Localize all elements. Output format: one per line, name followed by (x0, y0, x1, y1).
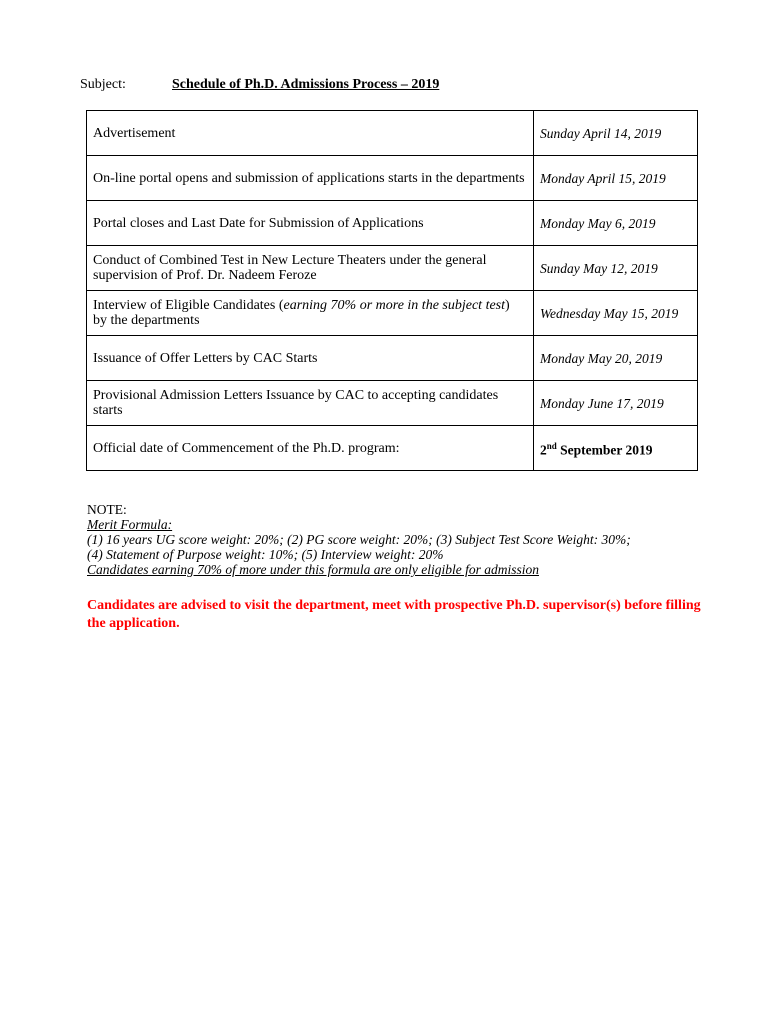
subject-label: Subject: (80, 77, 126, 92)
document-title: Schedule of Ph.D. Admissions Process – 2019 (172, 77, 440, 92)
event-text: Interview of Eligible Candidates ( (93, 298, 284, 313)
date-cell: Monday May 6, 2019 (534, 201, 698, 246)
event-cell: Official date of Commencement of the Ph.D. program: (87, 426, 534, 471)
date-cell: Sunday April 14, 2019 (534, 111, 698, 156)
schedule-table (86, 110, 698, 471)
event-cell: Conduct of Combined Test in New Lecture Theaters under the general supervision of Prof. Dr. Nadeem Feroze (87, 246, 534, 291)
table-row (87, 201, 698, 246)
date-day: 2 (540, 442, 547, 458)
date-cell (534, 426, 698, 471)
table-row (87, 291, 698, 336)
note-heading: NOTE: (87, 502, 127, 517)
date-ordinal-suffix: nd (546, 440, 557, 451)
table-row (87, 111, 698, 156)
event-qualifier: earning 70% or more in the subject test (283, 298, 506, 313)
table-row (87, 381, 698, 426)
date-cell: Wednesday May 15, 2019 (534, 291, 698, 336)
date-cell: Monday April 15, 2019 (534, 156, 698, 201)
date-cell: Sunday May 12, 2019 (534, 246, 698, 291)
event-cell: On-line portal opens and submission of applications starts in the departments (87, 156, 534, 201)
note-section (87, 502, 631, 577)
eligibility-note: Candidates earning 70% of more under this formula are only eligible for admission (87, 562, 539, 577)
event-cell: Portal closes and Last Date for Submission of Applications (87, 201, 534, 246)
merit-formula-label: Merit Formula: (87, 517, 173, 532)
event-cell (87, 291, 534, 336)
formula-line: (4) Statement of Purpose weight: 10%; (5) Interview weight: 20% (87, 547, 444, 562)
table-row (87, 426, 698, 471)
date-cell: Monday June 17, 2019 (534, 381, 698, 426)
event-text: ) by the departments (93, 298, 510, 328)
event-cell: Provisional Admission Letters Issuance by CAC to accepting candidates starts (87, 381, 534, 426)
advice-notice: Candidates are advised to visit the department, meet with prospective Ph.D. supervisor(s) before filling the application. (87, 598, 701, 631)
date-rest: September 2019 (556, 442, 653, 458)
table-row (87, 336, 698, 381)
formula-line: (1) 16 years UG score weight: 20%; (2) PG score weight: 20%; (3) Subject Test Score Weight: 30%; (87, 532, 631, 547)
table-row (87, 156, 698, 201)
event-cell: Advertisement (87, 111, 534, 156)
event-cell: Issuance of Offer Letters by CAC Starts (87, 336, 534, 381)
table-row (87, 246, 698, 291)
date-cell: Monday May 20, 2019 (534, 336, 698, 381)
